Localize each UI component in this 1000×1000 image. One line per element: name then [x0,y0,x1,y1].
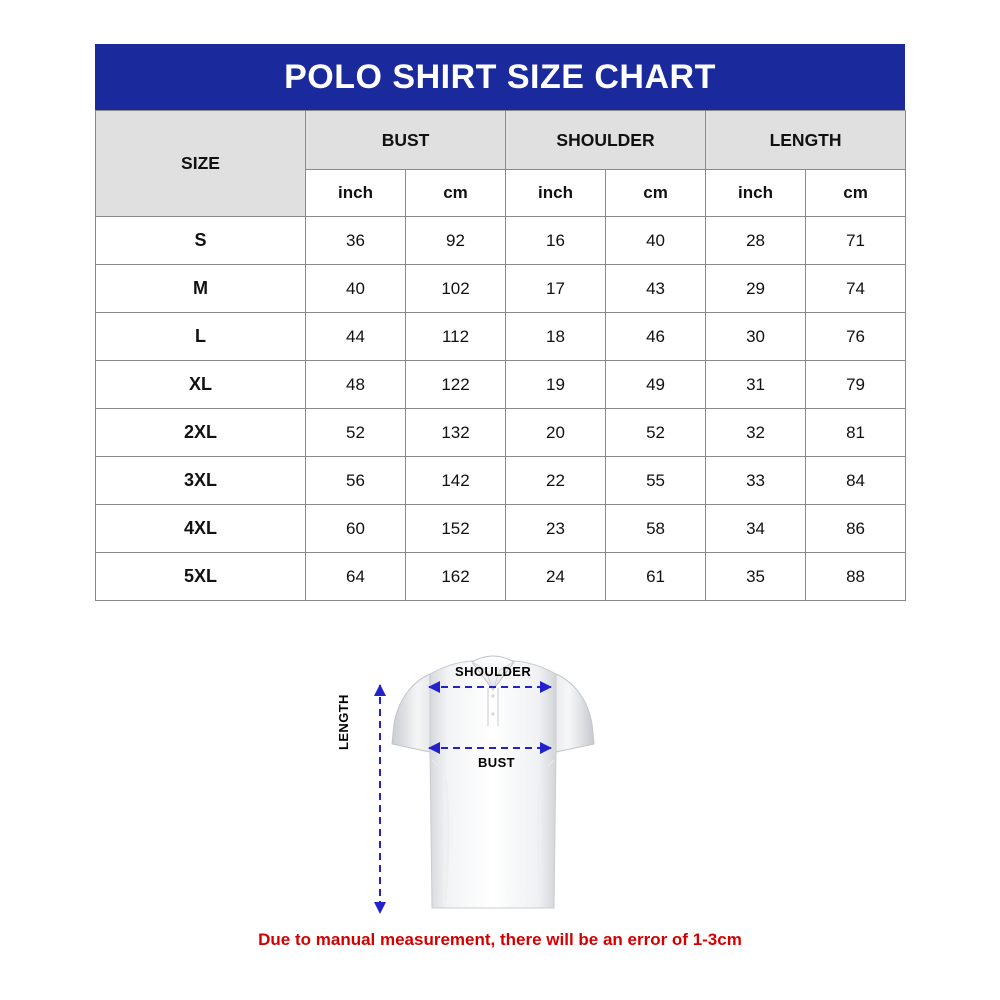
cell-shoulder-cm: 46 [606,313,706,361]
cell-length-inch: 28 [706,217,806,265]
table-row [96,361,906,409]
table-row [96,265,906,313]
measurement-diagram [336,630,670,920]
cell-bust-cm: 112 [406,313,506,361]
cell-bust-cm: 102 [406,265,506,313]
unit-bust-cm: cm [406,170,506,217]
cell-shoulder-inch: 20 [506,409,606,457]
table-row [96,313,906,361]
unit-shoulder-cm: cm [606,170,706,217]
cell-size: 4XL [96,505,306,553]
cell-bust-inch: 36 [306,217,406,265]
cell-length-inch: 34 [706,505,806,553]
cell-shoulder-cm: 55 [606,457,706,505]
cell-bust-cm: 142 [406,457,506,505]
cell-bust-cm: 152 [406,505,506,553]
cell-bust-cm: 132 [406,409,506,457]
column-header-size: SIZE [96,111,306,217]
cell-bust-inch: 56 [306,457,406,505]
cell-shoulder-cm: 52 [606,409,706,457]
cell-length-cm: 81 [806,409,906,457]
label-bust: BUST [478,755,515,770]
table-row [96,553,906,601]
cell-bust-inch: 44 [306,313,406,361]
table-row [96,409,906,457]
cell-length-cm: 88 [806,553,906,601]
cell-shoulder-cm: 58 [606,505,706,553]
label-length: LENGTH [336,694,351,750]
cell-shoulder-inch: 18 [506,313,606,361]
size-table [95,110,906,601]
cell-bust-cm: 162 [406,553,506,601]
cell-bust-inch: 52 [306,409,406,457]
cell-shoulder-cm: 49 [606,361,706,409]
cell-shoulder-inch: 23 [506,505,606,553]
cell-size: M [96,265,306,313]
cell-length-cm: 71 [806,217,906,265]
cell-shoulder-inch: 19 [506,361,606,409]
cell-shoulder-inch: 16 [506,217,606,265]
cell-length-inch: 31 [706,361,806,409]
page-title: POLO SHIRT SIZE CHART [95,44,905,110]
cell-length-inch: 32 [706,409,806,457]
cell-shoulder-cm: 61 [606,553,706,601]
cell-length-inch: 29 [706,265,806,313]
cell-shoulder-cm: 40 [606,217,706,265]
column-header-shoulder: SHOULDER [506,111,706,170]
measurement-note: Due to manual measurement, there will be an error of 1-3cm [258,930,742,949]
cell-length-inch: 35 [706,553,806,601]
table-row [96,457,906,505]
cell-length-inch: 33 [706,457,806,505]
cell-bust-inch: 64 [306,553,406,601]
cell-shoulder-inch: 24 [506,553,606,601]
unit-shoulder-inch: inch [506,170,606,217]
cell-shoulder-cm: 43 [606,265,706,313]
cell-length-cm: 84 [806,457,906,505]
cell-bust-inch: 40 [306,265,406,313]
cell-size: 3XL [96,457,306,505]
cell-shoulder-inch: 22 [506,457,606,505]
cell-length-cm: 86 [806,505,906,553]
cell-length-inch: 30 [706,313,806,361]
unit-length-cm: cm [806,170,906,217]
cell-size: S [96,217,306,265]
table-header-row [96,111,906,170]
cell-bust-cm: 92 [406,217,506,265]
cell-size: XL [96,361,306,409]
cell-size: 5XL [96,553,306,601]
unit-length-inch: inch [706,170,806,217]
cell-bust-inch: 48 [306,361,406,409]
cell-length-cm: 79 [806,361,906,409]
size-chart-block [95,44,905,601]
cell-size: L [96,313,306,361]
unit-bust-inch: inch [306,170,406,217]
cell-shoulder-inch: 17 [506,265,606,313]
cell-bust-cm: 122 [406,361,506,409]
column-header-bust: BUST [306,111,506,170]
table-row [96,217,906,265]
label-shoulder: SHOULDER [455,664,532,679]
table-row [96,505,906,553]
cell-length-cm: 74 [806,265,906,313]
cell-size: 2XL [96,409,306,457]
cell-bust-inch: 60 [306,505,406,553]
column-header-length: LENGTH [706,111,906,170]
cell-length-cm: 76 [806,313,906,361]
